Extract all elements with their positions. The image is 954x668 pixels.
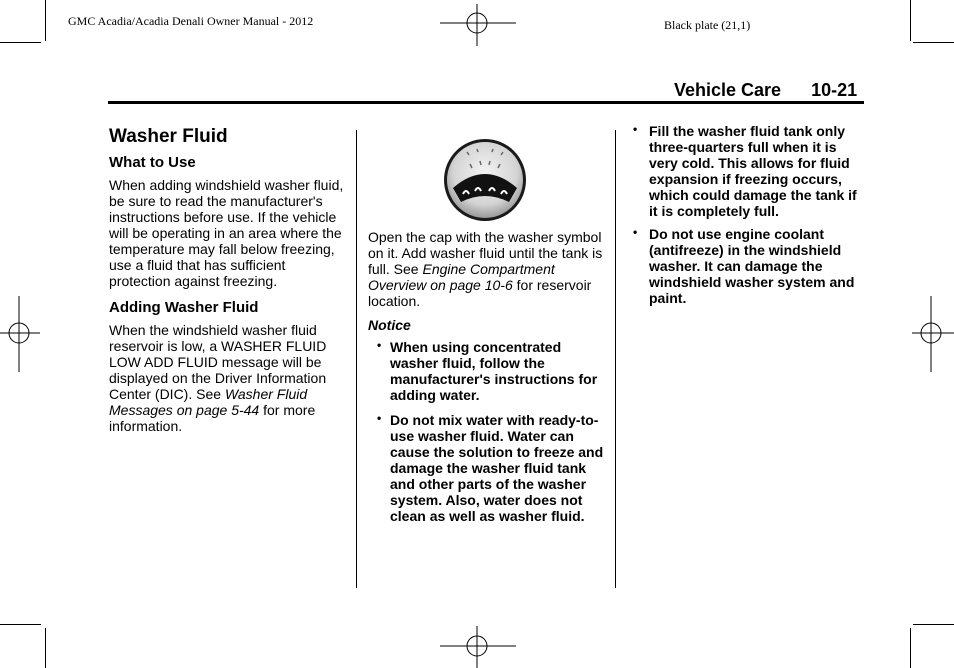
column-divider [356, 130, 357, 588]
crop-mark [45, 628, 46, 668]
registration-mark-icon [0, 296, 40, 372]
crop-mark [910, 0, 911, 41]
crop-mark [0, 624, 41, 625]
crop-mark [913, 624, 954, 625]
column-1 [109, 126, 346, 442]
washer-cap-instructions [368, 229, 604, 309]
registration-mark-icon [912, 296, 954, 372]
manual-title: GMC Acadia/Acadia Denali Owner Manual - 2012 [68, 14, 314, 28]
list-item-text: Fill the washer fluid tank only three-quarters full when it is very cold. This allows for fluid expansion if freezing occurs, which could damage the tank if it is completely full. [649, 123, 857, 219]
engine-compartment-link[interactable]: Engine Compartment Overview on page 10-6 [368, 261, 555, 293]
para-before: Open the cap with the washer symbol on it. Add washer fluid until the tank is full. See [368, 229, 603, 277]
notice-label: Notice [368, 317, 411, 333]
adding-washer-fluid-heading: Adding Washer Fluid [109, 299, 259, 316]
what-to-use-heading: What to Use [109, 154, 196, 171]
list-item [368, 339, 604, 403]
crop-mark [913, 42, 954, 43]
what-to-use-text: When adding windshield washer fluid, be sure to read the manufacturer's instructions before use. If the vehicle will be operating in an area where the temperature may fall below freezing, use a fluid that has sufficient protection against freezing. [109, 177, 344, 289]
bullet-icon: • [377, 338, 382, 352]
section-header [674, 80, 857, 101]
header-rule [108, 101, 864, 104]
page-number: 10-21 [811, 80, 858, 100]
section-name: Vehicle Care [674, 80, 782, 100]
bullet-icon: • [633, 122, 638, 136]
crop-mark [0, 42, 41, 43]
adding-washer-fluid-text [109, 322, 346, 434]
windshield-washer-symbol-icon [443, 138, 527, 222]
list-item-text: When using concentrated washer fluid, follow the manufacturer's instructions for adding water. [390, 339, 598, 403]
washer-fluid-messages-link[interactable]: Washer Fluid Messages on page 5-44 [109, 386, 308, 418]
crop-mark [910, 628, 911, 668]
bullet-icon: • [633, 225, 638, 239]
list-item [631, 226, 863, 306]
column-3 [631, 123, 863, 313]
column-2 [368, 229, 604, 531]
list-item [631, 123, 863, 219]
warning-list [631, 123, 863, 306]
para-after: for reservoir location. [368, 277, 592, 309]
notice-list [368, 339, 604, 524]
registration-mark-icon [440, 4, 516, 46]
page-title: Washer Fluid [109, 126, 228, 147]
bullet-icon: • [377, 411, 382, 425]
adding-text-after: for more information. [109, 402, 316, 434]
crop-mark [45, 0, 46, 41]
adding-text-before: When the windshield washer fluid reservoir is low, a WASHER FLUID LOW ADD FLUID message will be displayed on the Driver Information Center (DIC). See [109, 322, 327, 402]
column-divider [615, 130, 616, 588]
list-item [368, 412, 604, 524]
list-item-text: Do not mix water with ready-to-use washer fluid. Water can cause the solution to freeze and damage the washer fluid tank and other parts of the washer system. Also, water does not clean as well as washer fluid. [390, 412, 604, 524]
list-item-text: Do not use engine coolant (antifreeze) in the windshield washer. It can damage the windshield washer system and paint. [649, 226, 855, 306]
registration-mark-icon [440, 626, 516, 668]
plate-label: Black plate (21,1) [664, 18, 751, 32]
